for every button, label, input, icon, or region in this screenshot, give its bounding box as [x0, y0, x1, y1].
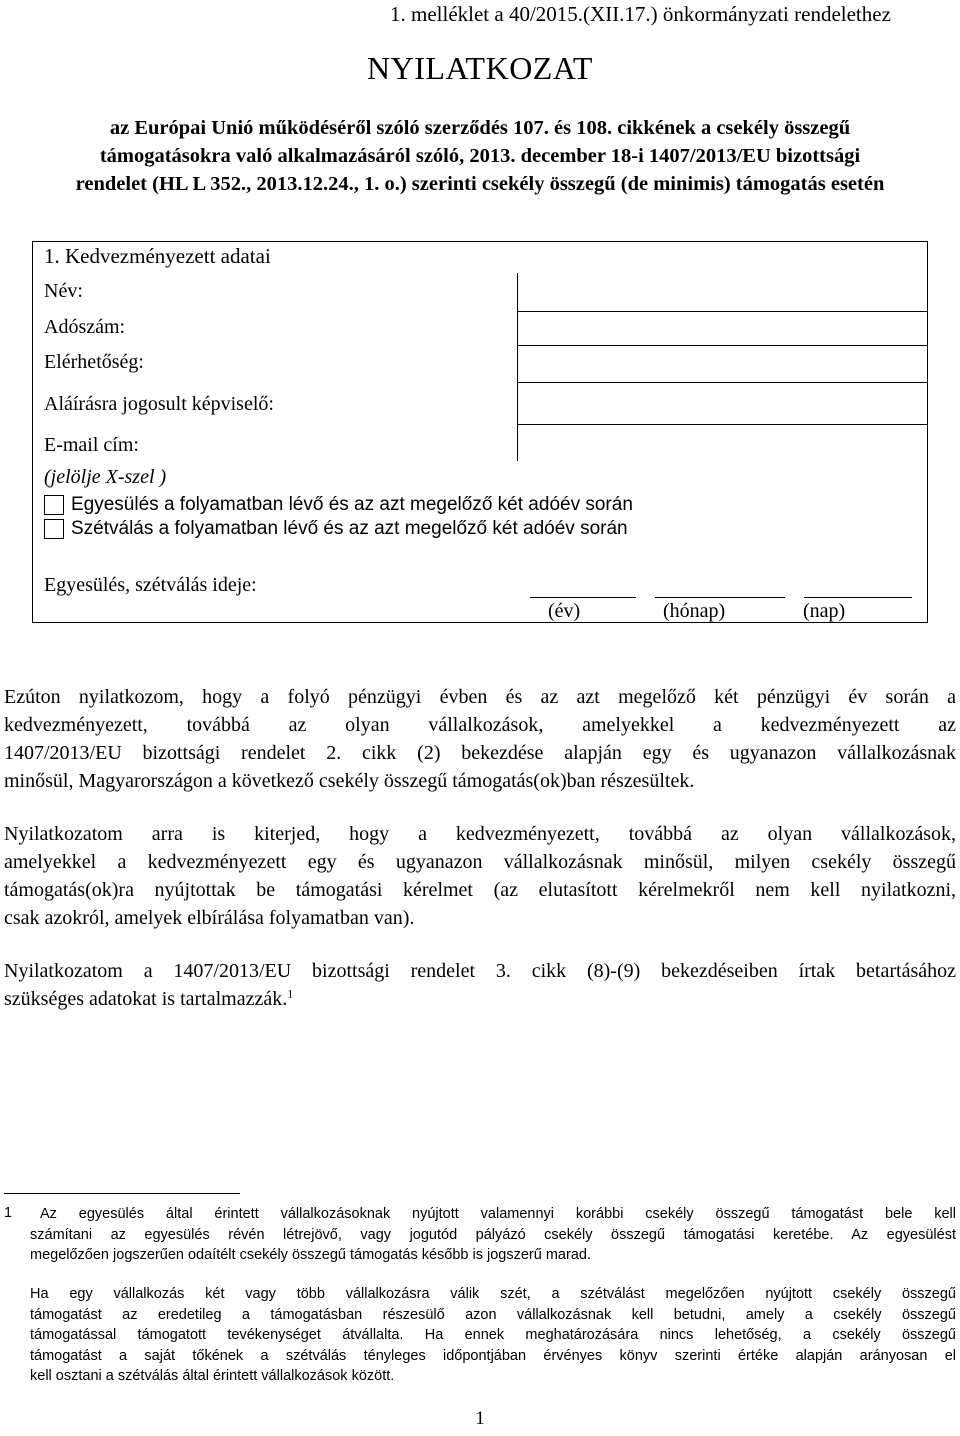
merger-option[interactable] [44, 494, 633, 516]
paragraph-line: támogatás(ok)ra nyújtottak be támogatási kérelmet (az elutasított kérelmekről nem kell nyilatkozni, [4, 879, 956, 901]
footnote-line: kell osztani a szétválás által érintett vállalkozások között. [30, 1368, 395, 1384]
year-unit: (év) [548, 600, 581, 622]
day-unit: (nap) [803, 600, 846, 622]
demerger-option[interactable] [44, 518, 628, 540]
signatory-field[interactable] [520, 384, 926, 423]
compliance-paragraph [4, 957, 956, 1013]
scope-paragraph [4, 820, 956, 932]
footnote-separator [4, 1193, 240, 1194]
contact-field[interactable] [520, 347, 926, 381]
contact-label: Elérhetőség: [44, 351, 144, 373]
name-label: Név: [44, 280, 83, 302]
section-title: 1. Kedvezményezett adatai [44, 244, 271, 268]
month-blank[interactable] [655, 597, 785, 598]
paragraph-line: Nyilatkozatom arra is kiterjed, hogy a kedvezményezett, továbbá az olyan vállalkozások, [4, 823, 956, 845]
tax-number-label: Adószám: [44, 316, 126, 338]
subtitle-line: az Európai Unió működéséről szóló szerződés 107. és 108. cikkének a csekély összegű [109, 117, 851, 139]
merger-label: Egyesülés a folyamatban lévő és az azt megelőző két adóév során [71, 494, 633, 515]
footnote-reference[interactable]: 1 [287, 986, 294, 1001]
checkbox-hint: (jelölje X-szel ) [44, 466, 167, 488]
paragraph-line: csak azokról, amelyek elbírálása folyamatban van). [4, 907, 415, 929]
subtitle-line: támogatásokra való alkalmazásáról szóló, 2013. december 18-i 1407/2013/EU bizottsági [99, 145, 861, 167]
footnote-line: Az egyesülés által érintett vállalkozásoknak nyújtott valamennyi korábbi csekély összegű támogatást bele kell [40, 1206, 956, 1222]
email-label: E-mail cím: [44, 434, 139, 456]
paragraph-line: Ezúton nyilatkozom, hogy a folyó pénzügyi évben és az azt megelőző két pénzügyi év során a [4, 686, 956, 708]
paragraph-line: 1407/2013/EU bizottsági rendelet 2. cikk (2) bekezdése alapján egy és ugyanazon vállalkozásnak [4, 742, 956, 764]
field-divider [517, 382, 928, 383]
footnote-line: támogatással támogatott tevékenységet átvállalta. Ha ennek meghatározására nincs lehetőség, a csekély összegű [30, 1327, 956, 1343]
document-subtitle [0, 114, 960, 198]
month-unit: (hónap) [663, 600, 726, 622]
paragraph-line: minősül, Magyarországon a következő csekély összegű támogatás(ok)ban részesültek. [4, 770, 695, 792]
paragraph-line: kedvezményezett, továbbá az olyan vállalkozások, amelyekkel a kedvezményezett az [4, 714, 956, 736]
demerger-label: Szétválás a folyamatban lévő és az azt megelőző két adóév során [71, 518, 628, 539]
name-field[interactable] [520, 274, 926, 310]
document-title: NYILATKOZAT [367, 50, 593, 86]
footnote-line: megelőzően jogszerűen odaítélt csekély összegű támogatás később is jogszerű marad. [30, 1247, 591, 1263]
footnote-merger [30, 1204, 956, 1266]
footnote-demerger [30, 1284, 956, 1387]
day-blank[interactable] [804, 597, 912, 598]
form-column-divider [517, 273, 518, 461]
field-divider [517, 424, 928, 425]
paragraph-line-text: szükséges adatokat is tartalmazzák. [4, 988, 288, 1010]
tax-number-field[interactable] [520, 313, 926, 344]
footnote-number: 1 [4, 1205, 13, 1221]
footnote-line: számítani az egyesülés révén létrejövő, vagy jogutód pályázó csekély összegű támogatási keretébe. Az egyesülést [30, 1226, 956, 1243]
field-divider [517, 345, 928, 346]
declaration-paragraph [4, 683, 956, 795]
year-blank[interactable] [530, 597, 636, 598]
demerger-checkbox[interactable] [44, 519, 64, 539]
merger-checkbox[interactable] [44, 495, 64, 515]
footnote-line: támogatást a saját tőkének a szétválás tényleges időpontjában érvényes könyv szerinti értéke alapján arányosan el [30, 1347, 956, 1364]
email-field[interactable] [520, 426, 926, 460]
footnote-line: Ha egy vállalkozás két vagy több vállalkozásra válik szét, a szétválást megelőzően nyújtott csekély összegű [30, 1286, 956, 1302]
paragraph-line: amelyekkel a kedvezményezett egy és ugyanazon vállalkozásnak minősül, milyen csekély összegű [4, 851, 956, 873]
field-divider [517, 311, 928, 312]
signatory-label: Aláírásra jogosult képviselő: [44, 393, 274, 415]
footnote-line: támogatást az eredetileg a támogatásban részesülő azon vállalkozásnak kell betudni, amely a csekély összegű [30, 1306, 956, 1323]
paragraph-line [4, 985, 956, 1013]
date-label: Egyesülés, szétválás ideje: [44, 574, 257, 596]
paragraph-line: Nyilatkozatom a 1407/2013/EU bizottsági rendelet 3. cikk (8)-(9) bekezdéseiben írtak betartásához [4, 960, 956, 982]
annex-header: 1. melléklet a 40/2015.(XII.17.) önkormányzati rendelethez [390, 2, 891, 26]
page-number: 1 [475, 1408, 485, 1429]
subtitle-line: rendelet (HL L 352., 2013.12.24., 1. o.) szerinti csekély összegű (de minimis) támogatás esetén [75, 173, 885, 195]
